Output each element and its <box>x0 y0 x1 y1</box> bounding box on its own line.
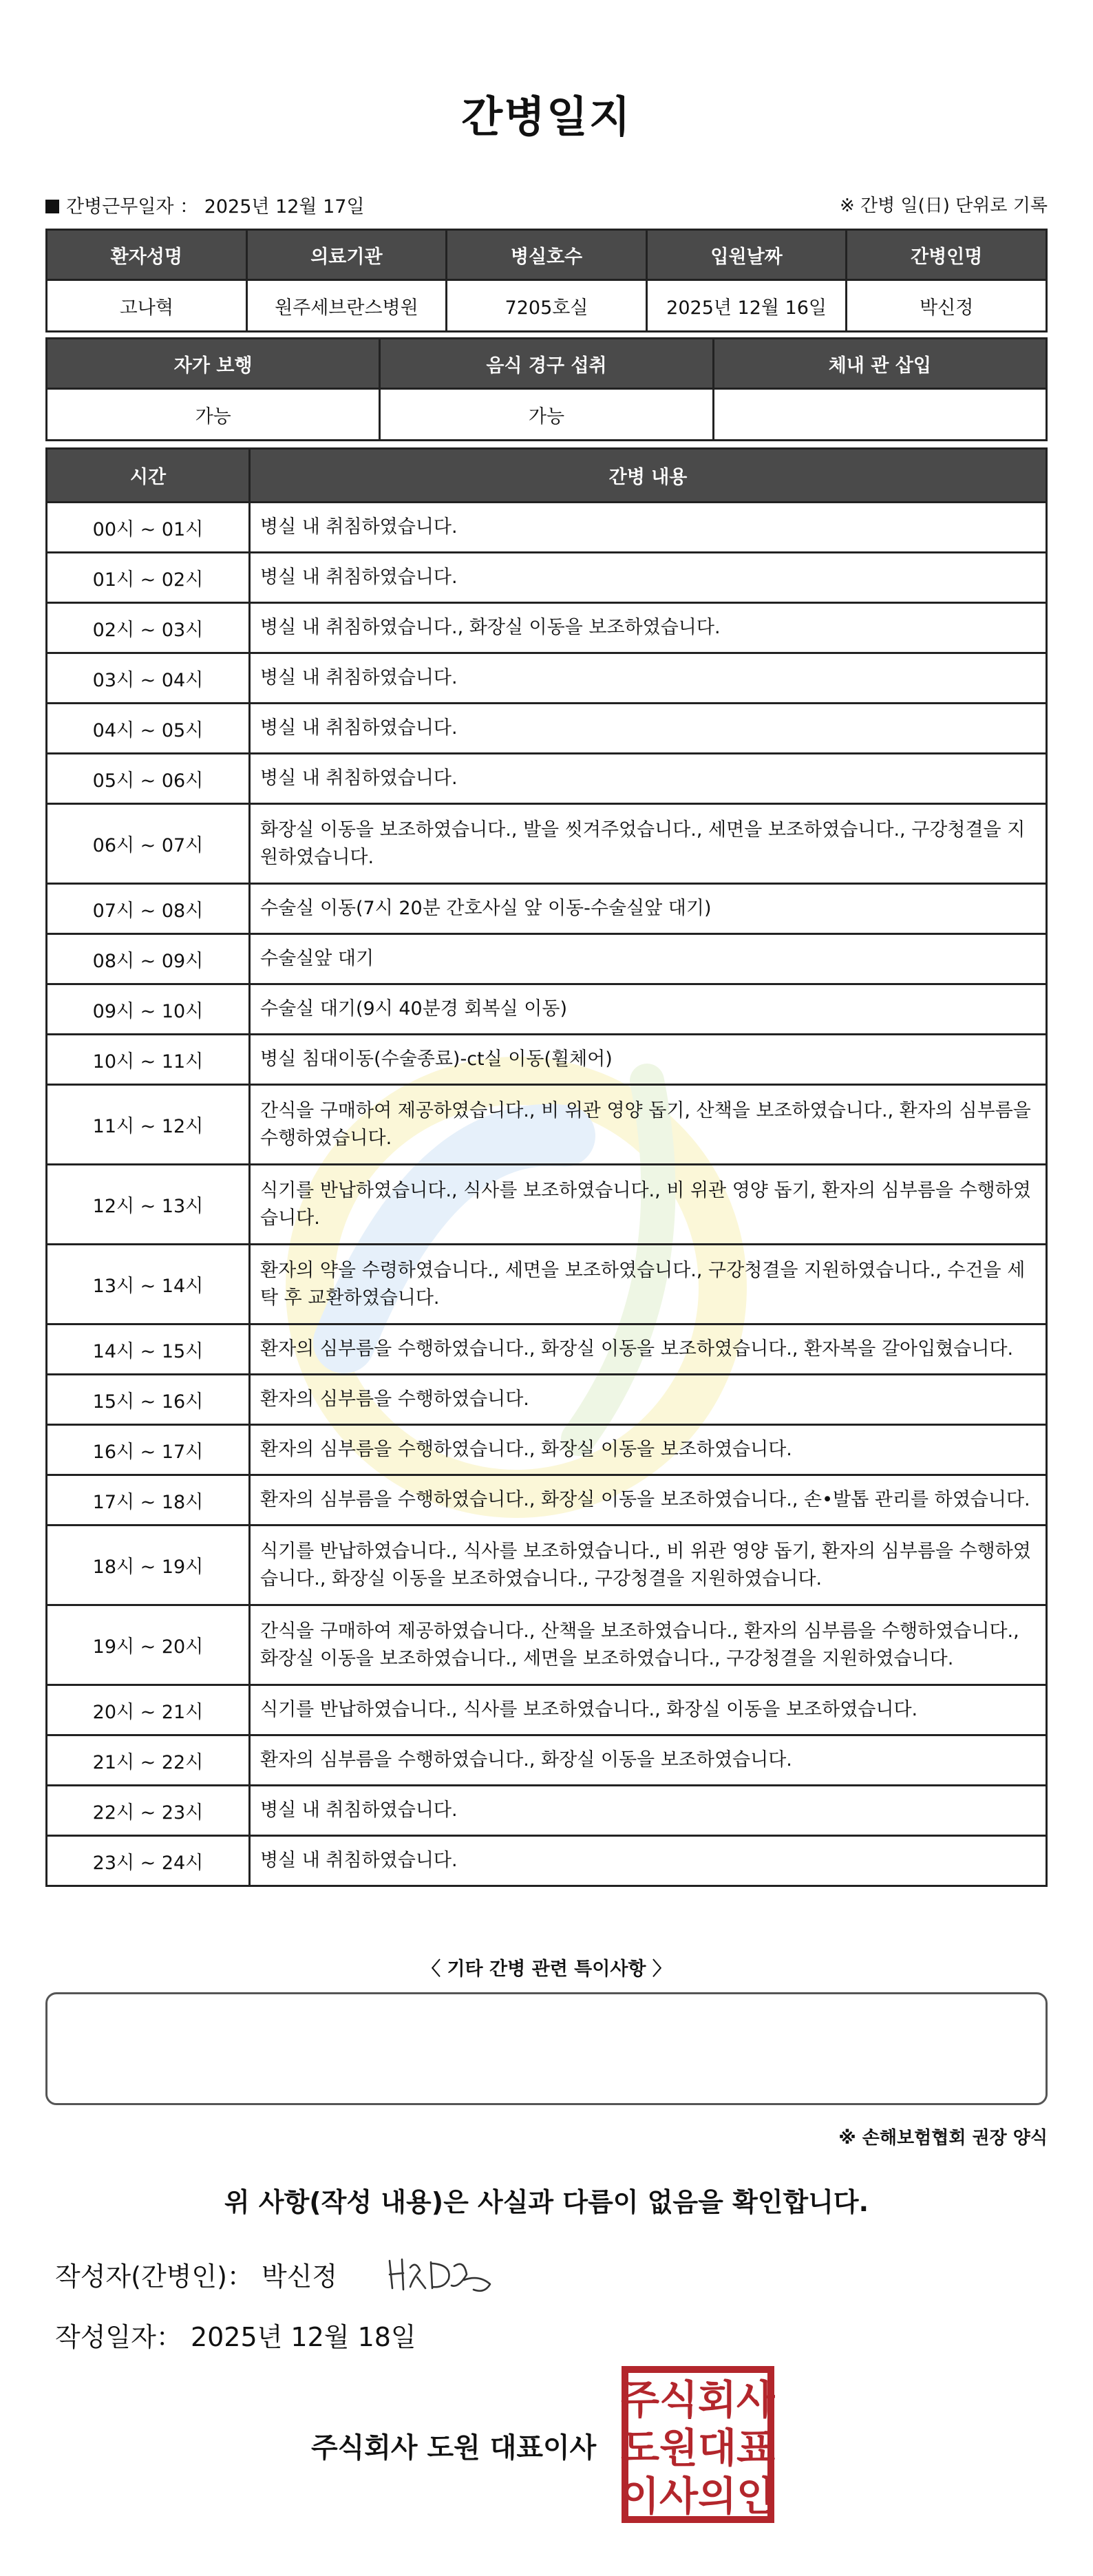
header-tube-insertion: 체내 관 삽입 <box>713 339 1046 389</box>
table-row <box>47 804 1047 884</box>
log-content: 화장실 이동을 보조하였습니다., 발을 씻겨주었습니다., 세면을 보조하였습니다., 구강청결을 지원하였습니다. <box>250 804 1047 884</box>
header-walking: 자가 보행 <box>47 339 380 389</box>
header-oral-intake: 음식 경구 섭취 <box>380 339 713 389</box>
table-row <box>47 1735 1047 1786</box>
written-date-line <box>55 2316 416 2354</box>
log-content: 간식을 구매하여 제공하였습니다., 비 위관 영양 돕기, 산책을 보조하였습니다., 환자의 심부름을 수행하였습니다. <box>250 1085 1047 1165</box>
log-content: 식기를 반납하였습니다., 식사를 보조하였습니다., 화장실 이동을 보조하였습니다. <box>250 1685 1047 1735</box>
log-time: 22시 ~ 23시 <box>47 1786 250 1836</box>
table-row <box>47 1165 1047 1245</box>
header-patient-name: 환자성명 <box>47 230 247 280</box>
duty-date-separator: ： <box>180 196 199 218</box>
patient-info-table <box>45 229 1048 332</box>
log-content: 병실 내 취침하였습니다., 화장실 이동을 보조하였습니다. <box>250 603 1047 653</box>
writer-name: 박신정 <box>262 2261 338 2292</box>
log-content: 병실 내 취침하였습니다. <box>250 653 1047 704</box>
log-time: 21시 ~ 22시 <box>47 1735 250 1786</box>
writer-label: 작성자(간병인)： <box>55 2261 253 2292</box>
log-content: 병실 내 취침하였습니다. <box>250 1786 1047 1836</box>
header-admission-date: 입원날짜 <box>646 230 847 280</box>
log-content: 환자의 심부름을 수행하였습니다., 화장실 이동을 보조하였습니다., 환자복을 갈아입혔습니다. <box>250 1324 1047 1375</box>
written-date-value: 2025년 12월 18일 <box>190 2322 416 2352</box>
record-unit-note: ※ 간병 일(日) 단위로 기록 <box>839 196 1048 216</box>
confirmation-statement: 위 사항(작성 내용)은 사실과 다름이 없음을 확인합니다. <box>224 2187 869 2217</box>
hospital-name: 원주세브란스병원 <box>246 280 447 332</box>
table-row <box>47 1685 1047 1735</box>
table-row <box>47 884 1047 934</box>
written-date-label: 작성일자： <box>55 2322 182 2352</box>
log-time: 16시 ~ 17시 <box>47 1425 250 1475</box>
log-time: 20시 ~ 21시 <box>47 1685 250 1735</box>
table-row <box>47 754 1047 804</box>
company-representative: 주식회사 도원 대표이사 <box>311 2432 597 2464</box>
patient-name: 고나혁 <box>47 280 247 332</box>
log-time: 11시 ~ 12시 <box>47 1085 250 1165</box>
hourly-care-log-table <box>45 447 1048 1887</box>
handwritten-signature <box>383 2247 500 2302</box>
log-time: 06시 ~ 07시 <box>47 804 250 884</box>
log-content: 수술실앞 대기 <box>250 934 1047 984</box>
log-time: 23시 ~ 24시 <box>47 1836 250 1886</box>
log-time: 13시 ~ 14시 <box>47 1245 250 1324</box>
log-time: 02시 ~ 03시 <box>47 603 250 653</box>
document-title: 간병일지 <box>461 92 632 142</box>
duty-date-line <box>45 191 365 218</box>
admission-date: 2025년 12월 16일 <box>646 280 847 332</box>
room-number: 7205호실 <box>447 280 647 332</box>
table-row <box>47 503 1047 553</box>
special-notes-title: 〈 기타 간병 관련 특이사항 〉 <box>422 1959 671 1980</box>
walking-status: 가능 <box>47 389 380 441</box>
table-row <box>47 1525 1047 1605</box>
table-row <box>47 1605 1047 1685</box>
log-content: 병실 내 취침하였습니다. <box>250 1836 1047 1886</box>
log-time: 14시 ~ 15시 <box>47 1324 250 1375</box>
caregiver-name: 박신정 <box>847 280 1047 332</box>
log-content: 병실 내 취침하였습니다. <box>250 553 1047 603</box>
square-bullet-icon <box>45 200 59 213</box>
log-time: 17시 ~ 18시 <box>47 1475 250 1525</box>
table-row <box>47 1245 1047 1324</box>
duty-date-value: 2025년 12월 17일 <box>204 196 365 218</box>
svg-text:주식회사: 주식회사 <box>621 2376 775 2423</box>
svg-text:도원대표: 도원대표 <box>621 2425 775 2471</box>
table-row <box>47 1375 1047 1425</box>
table-row <box>47 1836 1047 1886</box>
table-row <box>47 603 1047 653</box>
log-content: 병실 내 취침하였습니다. <box>250 503 1047 553</box>
log-content: 환자의 약을 수령하였습니다., 세면을 보조하였습니다., 구강청결을 지원하였습니다., 수건을 세탁 후 교환하였습니다. <box>250 1245 1047 1324</box>
table-row <box>47 1035 1047 1085</box>
log-content: 식기를 반납하였습니다., 식사를 보조하였습니다., 비 위관 영양 돕기, 환자의 심부름을 수행하였습니다., 화장실 이동을 보조하였습니다., 구강청결을 지원하였습니다. <box>250 1525 1047 1605</box>
header-caregiver-name: 간병인명 <box>847 230 1047 280</box>
table-row <box>47 1085 1047 1165</box>
log-content: 환자의 심부름을 수행하였습니다., 화장실 이동을 보조하였습니다., 손•발톱 관리를 하였습니다. <box>250 1475 1047 1525</box>
log-content: 식기를 반납하였습니다., 식사를 보조하였습니다., 비 위관 영양 돕기, 환자의 심부름을 수행하였습니다. <box>250 1165 1047 1245</box>
log-time: 18시 ~ 19시 <box>47 1525 250 1605</box>
log-time: 08시 ~ 09시 <box>47 934 250 984</box>
table-row <box>47 1475 1047 1525</box>
tube-insertion-status <box>713 389 1046 441</box>
table-row <box>47 653 1047 704</box>
table-row <box>47 1324 1047 1375</box>
header-hospital: 의료기관 <box>246 230 447 280</box>
log-content: 간식을 구매하여 제공하였습니다., 산책을 보조하였습니다., 환자의 심부름을 수행하였습니다., 화장실 이동을 보조하였습니다., 세면을 보조하였습니다., 구강청결을 지원하였습니다. <box>250 1605 1047 1685</box>
header-care-content: 간병 내용 <box>250 449 1047 503</box>
table-row <box>47 934 1047 984</box>
header-room-number: 병실호수 <box>447 230 647 280</box>
log-content: 수술실 대기(9시 40분경 회복실 이동) <box>250 984 1047 1035</box>
log-content: 환자의 심부름을 수행하였습니다. <box>250 1375 1047 1425</box>
log-time: 05시 ~ 06시 <box>47 754 250 804</box>
log-content: 수술실 이동(7시 20분 간호사실 앞 이동-수술실앞 대기) <box>250 884 1047 934</box>
log-time: 10시 ~ 11시 <box>47 1035 250 1085</box>
form-source-note: ※ 손해보험협회 권장 양식 <box>838 2128 1048 2149</box>
oral-intake-status: 가능 <box>380 389 713 441</box>
log-time: 12시 ~ 13시 <box>47 1165 250 1245</box>
company-seal-stamp <box>621 2365 775 2524</box>
log-content: 병실 내 취침하였습니다. <box>250 754 1047 804</box>
log-time: 19시 ~ 20시 <box>47 1605 250 1685</box>
table-row <box>47 1786 1047 1836</box>
log-content: 환자의 심부름을 수행하였습니다., 화장실 이동을 보조하였습니다. <box>250 1735 1047 1786</box>
log-content: 환자의 심부름을 수행하였습니다., 화장실 이동을 보조하였습니다. <box>250 1425 1047 1475</box>
special-notes-box <box>45 1992 1048 2105</box>
log-time: 01시 ~ 02시 <box>47 553 250 603</box>
log-time: 04시 ~ 05시 <box>47 704 250 754</box>
svg-text:이사의인: 이사의인 <box>621 2473 775 2520</box>
log-time: 00시 ~ 01시 <box>47 503 250 553</box>
table-row <box>47 984 1047 1035</box>
patient-status-table <box>45 337 1048 441</box>
table-row <box>47 553 1047 603</box>
log-time: 03시 ~ 04시 <box>47 653 250 704</box>
table-row <box>47 704 1047 754</box>
log-content: 병실 내 취침하였습니다. <box>250 704 1047 754</box>
log-time: 15시 ~ 16시 <box>47 1375 250 1425</box>
header-time: 시간 <box>47 449 250 503</box>
log-time: 07시 ~ 08시 <box>47 884 250 934</box>
table-row <box>47 1425 1047 1475</box>
duty-date-label: 간병근무일자 <box>66 196 174 218</box>
log-body <box>47 503 1047 1886</box>
log-time: 09시 ~ 10시 <box>47 984 250 1035</box>
log-content: 병실 침대이동(수술종료)-ct실 이동(휠체어) <box>250 1035 1047 1085</box>
writer-line <box>55 2255 337 2293</box>
